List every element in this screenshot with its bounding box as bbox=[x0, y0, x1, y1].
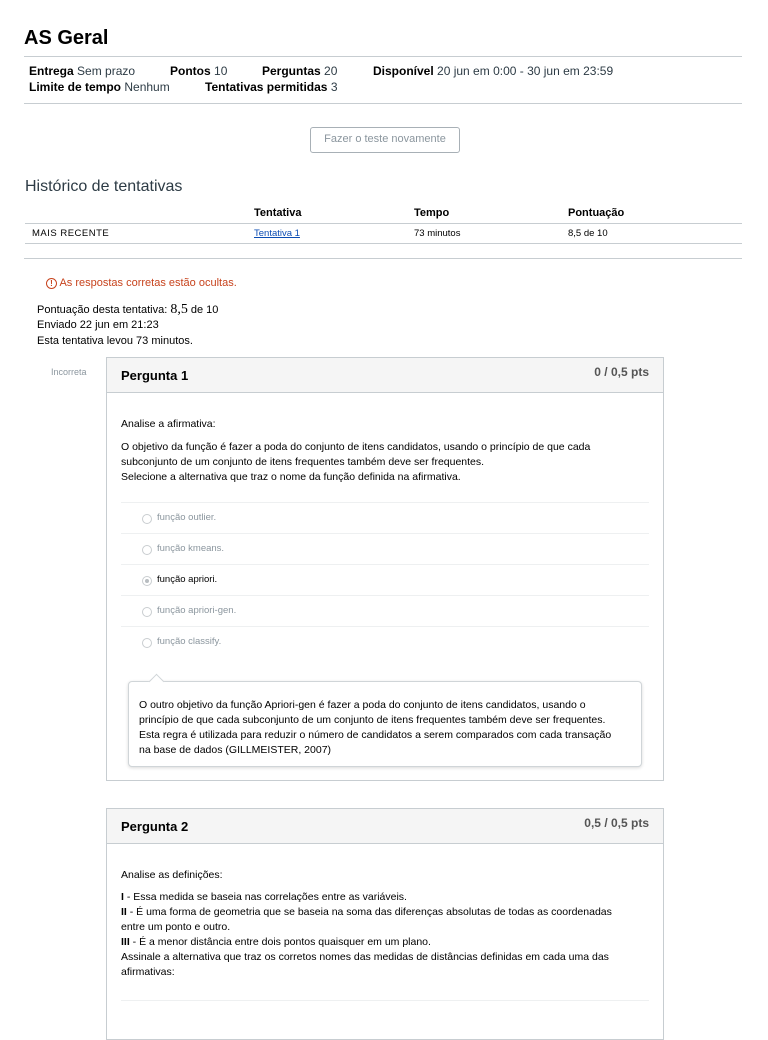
question-title: Pergunta 1 bbox=[121, 368, 189, 383]
comment-line: na base de dados (GILLMEISTER, 2007) bbox=[139, 744, 332, 756]
attempt-duration: Esta tentativa levou 73 minutos. bbox=[37, 335, 193, 347]
hidden-answers-warning bbox=[46, 277, 237, 289]
score-label: Pontuação desta tentativa: bbox=[37, 304, 168, 316]
history-header-time: Tempo bbox=[414, 207, 450, 219]
attempts-value: 3 bbox=[330, 80, 338, 94]
answer-comment bbox=[128, 681, 642, 767]
item-text: entre um ponto e outro. bbox=[121, 921, 231, 933]
history-title: Histórico de tentativas bbox=[25, 178, 183, 195]
item-number: I bbox=[121, 891, 124, 903]
attempt-link[interactable]: Tentativa 1 bbox=[254, 228, 300, 239]
item-text: - É a menor distância entre dois pontos quaisquer em um plano. bbox=[129, 936, 431, 948]
question-header bbox=[107, 358, 663, 393]
definition-item bbox=[121, 905, 651, 920]
divider bbox=[24, 56, 742, 57]
comment-line: princípio de que cada subconjunto de um conjunto de itens frequentes também deve ser frequentes. bbox=[139, 714, 606, 726]
question-body-line: subconjunto de um conjunto de itens frequentes também deve ser frequentes. bbox=[121, 456, 485, 468]
due-value: Sem prazo bbox=[77, 64, 136, 78]
definition-item bbox=[121, 935, 651, 950]
divider bbox=[25, 243, 742, 244]
submitted-date: Enviado 22 jun em 21:23 bbox=[37, 319, 159, 331]
answer-label: função outlier. bbox=[157, 512, 217, 523]
question-card-2 bbox=[106, 808, 664, 1040]
attempts-meta bbox=[205, 80, 338, 94]
questions-label: Perguntas bbox=[262, 64, 321, 78]
points-value: 10 bbox=[214, 64, 228, 78]
warning-text: As respostas corretas estão ocultas. bbox=[59, 277, 237, 289]
divider bbox=[25, 223, 742, 224]
warning-icon: ! bbox=[46, 278, 57, 289]
item-number: III bbox=[121, 936, 130, 948]
question-body-line: O objetivo da função é fazer a poda do conjunto de itens candidatos, usando o princípio de que cada bbox=[121, 441, 591, 453]
question-card-1 bbox=[106, 357, 664, 781]
retake-quiz-button[interactable]: Fazer o teste novamente bbox=[310, 127, 460, 153]
item-text: - Essa medida se baseia nas correlações entre as variáveis. bbox=[123, 891, 407, 903]
radio-selected-icon[interactable] bbox=[142, 576, 152, 586]
divider bbox=[24, 258, 742, 259]
answer-option-selected[interactable] bbox=[121, 564, 649, 595]
question-closing-line: afirmativas: bbox=[121, 966, 175, 978]
question-body bbox=[121, 890, 651, 980]
question-closing-line: Assinale a alternativa que traz os corretos nomes das medidas de distâncias definidas em cada uma das bbox=[121, 951, 609, 963]
answer-label: função kmeans. bbox=[157, 543, 225, 554]
page-title: AS Geral bbox=[24, 27, 109, 49]
available-meta bbox=[373, 64, 613, 78]
attempts-label: Tentativas permitidas bbox=[205, 80, 328, 94]
answer-option[interactable] bbox=[121, 595, 649, 626]
question-body-line: Selecione a alternativa que traz o nome da função definida na afirmativa. bbox=[121, 471, 461, 483]
answer-option[interactable] bbox=[121, 502, 649, 533]
available-value: 20 jun em 0:00 - 30 jun em 23:59 bbox=[437, 64, 614, 78]
radio-icon[interactable] bbox=[142, 607, 152, 617]
history-row-score: 8,5 de 10 bbox=[568, 228, 608, 239]
radio-icon[interactable] bbox=[142, 638, 152, 648]
item-text: - É uma forma de geometria que se baseia na soma das diferenças absolutas de todas as coordenadas bbox=[126, 906, 612, 918]
answer-option[interactable] bbox=[121, 626, 649, 657]
history-row-time: 73 minutos bbox=[414, 228, 461, 239]
comment-line: O outro objetivo da função Apriori-gen é fazer a poda do conjunto de itens candidatos, usando o bbox=[139, 699, 586, 711]
question-body bbox=[121, 440, 651, 485]
question-points: 0,5 / 0,5 pts bbox=[584, 816, 649, 830]
radio-icon[interactable] bbox=[142, 545, 152, 555]
definition-item bbox=[121, 890, 651, 905]
questions-meta bbox=[262, 64, 337, 78]
radio-icon[interactable] bbox=[142, 514, 152, 524]
time-limit-label: Limite de tempo bbox=[29, 80, 122, 94]
quiz-meta-row-1 bbox=[29, 64, 135, 78]
time-limit-meta bbox=[29, 80, 170, 94]
score-value: 8,5 bbox=[170, 302, 188, 317]
attempt-score bbox=[37, 302, 218, 318]
question-status-incorrect: Incorreta bbox=[51, 367, 87, 377]
question-points: 0 / 0,5 pts bbox=[594, 365, 649, 379]
divider bbox=[24, 103, 742, 104]
question-header bbox=[107, 809, 663, 844]
question-intro: Analise a afirmativa: bbox=[121, 418, 216, 430]
points-label: Pontos bbox=[170, 64, 211, 78]
history-header-score: Pontuação bbox=[568, 207, 625, 219]
score-total: de 10 bbox=[190, 304, 219, 316]
questions-value: 20 bbox=[324, 64, 338, 78]
comment-caret bbox=[149, 674, 165, 690]
history-row-label: MAIS RECENTE bbox=[32, 228, 110, 239]
points-meta bbox=[170, 64, 227, 78]
question-intro: Analise as definições: bbox=[121, 869, 223, 881]
answer-label: função apriori-gen. bbox=[157, 605, 237, 616]
answer-option[interactable] bbox=[121, 533, 649, 564]
answer-label: função apriori. bbox=[157, 574, 218, 585]
available-label: Disponível bbox=[373, 64, 434, 78]
due-label: Entrega bbox=[29, 64, 74, 78]
history-header-attempt: Tentativa bbox=[254, 207, 302, 219]
answer-divider bbox=[121, 1000, 649, 1001]
answer-label: função classify. bbox=[157, 636, 222, 647]
item-number: II bbox=[121, 906, 127, 918]
definition-item bbox=[121, 920, 651, 935]
comment-text bbox=[139, 698, 635, 758]
comment-line: Esta regra é utilizada para reduzir o número de candidatos a serem comparados com cada transação bbox=[139, 729, 612, 741]
question-title: Pergunta 2 bbox=[121, 819, 189, 834]
time-limit-value: Nenhum bbox=[124, 80, 170, 94]
